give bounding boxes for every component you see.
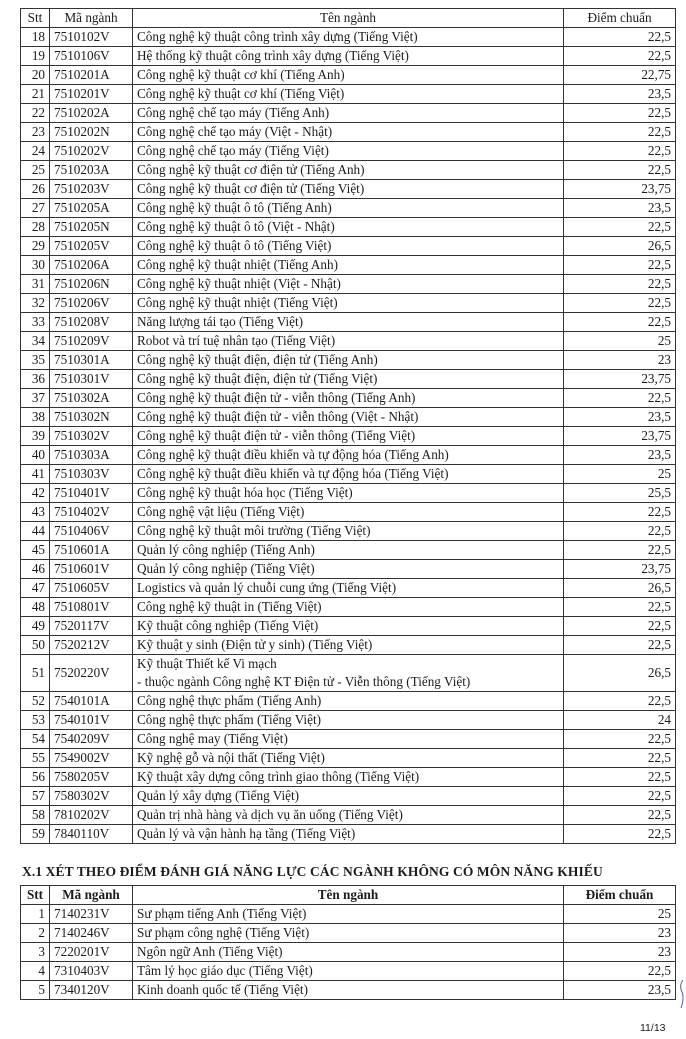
table-row bbox=[21, 66, 676, 85]
row-code: 7510206A bbox=[50, 256, 133, 275]
cutoff-scores-table bbox=[20, 8, 676, 844]
table-row bbox=[21, 924, 676, 943]
table-row bbox=[21, 943, 676, 962]
table-row bbox=[21, 806, 676, 825]
row-stt: 26 bbox=[21, 180, 50, 199]
table-row bbox=[21, 28, 676, 47]
table-row bbox=[21, 617, 676, 636]
handwritten-margin-mark bbox=[679, 978, 685, 1012]
row-stt: 22 bbox=[21, 104, 50, 123]
table-row bbox=[21, 142, 676, 161]
header-score: Điểm chuẩn bbox=[564, 9, 676, 28]
row-code: 7220201V bbox=[50, 943, 133, 962]
row-stt: 54 bbox=[21, 730, 50, 749]
table-row bbox=[21, 199, 676, 218]
row-code: 7540101A bbox=[50, 692, 133, 711]
row-name: Kỹ thuật y sinh (Điện tử y sinh) (Tiếng Việt) bbox=[133, 636, 564, 655]
row-code: 7140231V bbox=[50, 905, 133, 924]
row-score: 25 bbox=[564, 332, 676, 351]
row-name: Công nghệ kỹ thuật hóa học (Tiếng Việt) bbox=[133, 484, 564, 503]
row-code: 7140246V bbox=[50, 924, 133, 943]
row-stt: 45 bbox=[21, 541, 50, 560]
row-code: 7340120V bbox=[50, 981, 133, 1000]
row-stt: 28 bbox=[21, 218, 50, 237]
row-stt: 29 bbox=[21, 237, 50, 256]
row-code: 7510301V bbox=[50, 370, 133, 389]
row-name: Công nghệ chế tạo máy (Tiếng Việt) bbox=[133, 142, 564, 161]
row-stt: 5 bbox=[21, 981, 50, 1000]
header-stt: Stt bbox=[21, 9, 50, 28]
row-score: 22,5 bbox=[564, 218, 676, 237]
row-code: 7540209V bbox=[50, 730, 133, 749]
table-row bbox=[21, 503, 676, 522]
row-stt: 55 bbox=[21, 749, 50, 768]
table-body-row51 bbox=[21, 655, 676, 692]
row-code: 7520220V bbox=[50, 655, 133, 692]
row-stt: 43 bbox=[21, 503, 50, 522]
row-stt: 36 bbox=[21, 370, 50, 389]
row-stt: 34 bbox=[21, 332, 50, 351]
row-stt: 51 bbox=[21, 655, 50, 692]
table-body bbox=[21, 28, 676, 655]
row-code: 7510303V bbox=[50, 465, 133, 484]
table-row bbox=[21, 180, 676, 199]
row-score: 22,5 bbox=[564, 617, 676, 636]
row-name: Năng lượng tái tạo (Tiếng Việt) bbox=[133, 313, 564, 332]
table-row bbox=[21, 370, 676, 389]
row-score: 23,75 bbox=[564, 180, 676, 199]
row-score: 22,5 bbox=[564, 522, 676, 541]
row-score: 24 bbox=[564, 711, 676, 730]
row-stt: 3 bbox=[21, 943, 50, 962]
table-row bbox=[21, 598, 676, 617]
table-row bbox=[21, 294, 676, 313]
row-name: Quản trị nhà hàng và dịch vụ ăn uống (Tiếng Việt) bbox=[133, 806, 564, 825]
row-code: 7510605V bbox=[50, 579, 133, 598]
header-name: Tên ngành bbox=[133, 9, 564, 28]
row-name: Công nghệ kỹ thuật cơ điện tử (Tiếng Việt) bbox=[133, 180, 564, 199]
row-score: 23,5 bbox=[564, 981, 676, 1000]
row-code: 7510302N bbox=[50, 408, 133, 427]
row-score: 26,5 bbox=[564, 655, 676, 692]
table-row bbox=[21, 123, 676, 142]
row-name: Sư phạm tiếng Anh (Tiếng Việt) bbox=[133, 905, 564, 924]
row-name: Quản lý công nghiệp (Tiếng Anh) bbox=[133, 541, 564, 560]
row-code: 7310403V bbox=[50, 962, 133, 981]
row-name: Công nghệ kỹ thuật cơ điện tử (Tiếng Anh) bbox=[133, 161, 564, 180]
header-code: Mã ngành bbox=[50, 9, 133, 28]
row-score: 23 bbox=[564, 351, 676, 370]
row-stt: 31 bbox=[21, 275, 50, 294]
header-code: Mã ngành bbox=[50, 886, 133, 905]
row-score: 26,5 bbox=[564, 237, 676, 256]
row-name: Công nghệ thực phẩm (Tiếng Việt) bbox=[133, 711, 564, 730]
table-header-row bbox=[21, 886, 676, 905]
row-score: 22,5 bbox=[564, 275, 676, 294]
row-score: 22,5 bbox=[564, 313, 676, 332]
row-code: 7510601V bbox=[50, 560, 133, 579]
row-stt: 27 bbox=[21, 199, 50, 218]
table-row bbox=[21, 332, 676, 351]
table-row bbox=[21, 465, 676, 484]
row-code: 7510402V bbox=[50, 503, 133, 522]
table-row bbox=[21, 484, 676, 503]
header-name: Tên ngành bbox=[133, 886, 564, 905]
row-name: Robot và trí tuệ nhân tạo (Tiếng Việt) bbox=[133, 332, 564, 351]
row-name: Công nghệ kỹ thuật công trình xây dựng (Tiếng Việt) bbox=[133, 28, 564, 47]
table-row bbox=[21, 768, 676, 787]
row-code: 7840110V bbox=[50, 825, 133, 844]
row-name: Tâm lý học giáo dục (Tiếng Việt) bbox=[133, 962, 564, 981]
table-row bbox=[21, 579, 676, 598]
row-name: Ngôn ngữ Anh (Tiếng Việt) bbox=[133, 943, 564, 962]
table-row bbox=[21, 85, 676, 104]
row-score: 22,5 bbox=[564, 768, 676, 787]
row-score: 22,5 bbox=[564, 636, 676, 655]
row-code: 7510601A bbox=[50, 541, 133, 560]
row-code: 7510205A bbox=[50, 199, 133, 218]
table-row bbox=[21, 787, 676, 806]
row-code: 7580205V bbox=[50, 768, 133, 787]
row-score: 22,75 bbox=[564, 66, 676, 85]
row-name: Công nghệ kỹ thuật cơ khí (Tiếng Việt) bbox=[133, 85, 564, 104]
row-score: 22,5 bbox=[564, 541, 676, 560]
row-code: 7510302V bbox=[50, 427, 133, 446]
table-row bbox=[21, 711, 676, 730]
row-stt: 47 bbox=[21, 579, 50, 598]
table-body bbox=[21, 692, 676, 844]
row-code: 7510301A bbox=[50, 351, 133, 370]
row-score: 23,75 bbox=[564, 560, 676, 579]
row-name: Công nghệ may (Tiếng Việt) bbox=[133, 730, 564, 749]
table-row bbox=[21, 560, 676, 579]
row-stt: 33 bbox=[21, 313, 50, 332]
row-name: Hệ thống kỹ thuật công trình xây dựng (Tiếng Việt) bbox=[133, 47, 564, 66]
row-score: 26,5 bbox=[564, 579, 676, 598]
table-row bbox=[21, 313, 676, 332]
row-name: Công nghệ kỹ thuật ô tô (Tiếng Anh) bbox=[133, 199, 564, 218]
row-name: Công nghệ kỹ thuật ô tô (Tiếng Việt) bbox=[133, 237, 564, 256]
row-stt: 56 bbox=[21, 768, 50, 787]
row-score: 22,5 bbox=[564, 294, 676, 313]
table-body bbox=[21, 905, 676, 1000]
row-score: 23,75 bbox=[564, 370, 676, 389]
table-row bbox=[21, 408, 676, 427]
row-score: 23,75 bbox=[564, 427, 676, 446]
row-name: Công nghệ kỹ thuật điện, điện tử (Tiếng Việt) bbox=[133, 370, 564, 389]
row-score: 22,5 bbox=[564, 730, 676, 749]
table-row bbox=[21, 825, 676, 844]
row-code: 7510203A bbox=[50, 161, 133, 180]
row-score: 23,5 bbox=[564, 199, 676, 218]
row-score: 22,5 bbox=[564, 123, 676, 142]
row-score: 22,5 bbox=[564, 503, 676, 522]
row-name: Công nghệ kỹ thuật điện, điện tử (Tiếng Anh) bbox=[133, 351, 564, 370]
row-code: 7510209V bbox=[50, 332, 133, 351]
table-row bbox=[21, 636, 676, 655]
row-code: 7510406V bbox=[50, 522, 133, 541]
row-name-line2: - thuộc ngành Công nghệ KT Điện tử - Viễn thông (Tiếng Việt) bbox=[137, 674, 471, 689]
row-score: 25,5 bbox=[564, 484, 676, 503]
row-score: 23 bbox=[564, 943, 676, 962]
row-stt: 49 bbox=[21, 617, 50, 636]
row-name: Sư phạm công nghệ (Tiếng Việt) bbox=[133, 924, 564, 943]
row-name: Công nghệ kỹ thuật điện tử - viễn thông (Tiếng Anh) bbox=[133, 389, 564, 408]
row-code: 7520117V bbox=[50, 617, 133, 636]
row-stt: 50 bbox=[21, 636, 50, 655]
row-stt: 24 bbox=[21, 142, 50, 161]
row-name: Công nghệ kỹ thuật nhiệt (Tiếng Anh) bbox=[133, 256, 564, 275]
row-score: 22,5 bbox=[564, 692, 676, 711]
row-code: 7810202V bbox=[50, 806, 133, 825]
row-name: Công nghệ chế tạo máy (Tiếng Anh) bbox=[133, 104, 564, 123]
row-name: Quản lý xây dựng (Tiếng Việt) bbox=[133, 787, 564, 806]
row-stt: 2 bbox=[21, 924, 50, 943]
table-row bbox=[21, 351, 676, 370]
table-row bbox=[21, 905, 676, 924]
row-stt: 4 bbox=[21, 962, 50, 981]
table-row bbox=[21, 692, 676, 711]
row-code: 7510201V bbox=[50, 85, 133, 104]
row-name bbox=[133, 655, 564, 692]
row-score: 22,5 bbox=[564, 749, 676, 768]
row-name: Kỹ thuật công nghiệp (Tiếng Việt) bbox=[133, 617, 564, 636]
row-score: 25 bbox=[564, 465, 676, 484]
table-row bbox=[21, 981, 676, 1000]
table-row bbox=[21, 389, 676, 408]
row-name: Công nghệ chế tạo máy (Việt - Nhật) bbox=[133, 123, 564, 142]
row-code: 7520212V bbox=[50, 636, 133, 655]
row-score: 22,5 bbox=[564, 142, 676, 161]
row-stt: 39 bbox=[21, 427, 50, 446]
row-name: Quản lý công nghiệp (Tiếng Việt) bbox=[133, 560, 564, 579]
row-code: 7510202A bbox=[50, 104, 133, 123]
table-row bbox=[21, 161, 676, 180]
row-stt: 19 bbox=[21, 47, 50, 66]
row-score: 23,5 bbox=[564, 446, 676, 465]
table-row bbox=[21, 256, 676, 275]
table-row bbox=[21, 522, 676, 541]
row-name: Logistics và quản lý chuỗi cung ứng (Tiếng Việt) bbox=[133, 579, 564, 598]
row-name: Công nghệ thực phẩm (Tiếng Anh) bbox=[133, 692, 564, 711]
row-stt: 38 bbox=[21, 408, 50, 427]
row-score: 22,5 bbox=[564, 806, 676, 825]
section-heading: X.1 XÉT THEO ĐIỂM ĐÁNH GIÁ NĂNG LỰC CÁC NGÀNH KHÔNG CÓ MÔN NĂNG KHIẾU bbox=[22, 864, 603, 879]
row-name: Công nghệ kỹ thuật nhiệt (Việt - Nhật) bbox=[133, 275, 564, 294]
row-stt: 44 bbox=[21, 522, 50, 541]
table-row bbox=[21, 275, 676, 294]
row-name: Công nghệ kỹ thuật cơ khí (Tiếng Anh) bbox=[133, 66, 564, 85]
row-name-line1: Kỹ thuật Thiết kế Vi mạch bbox=[137, 656, 277, 671]
row-code: 7510106V bbox=[50, 47, 133, 66]
row-name: Công nghệ kỹ thuật môi trường (Tiếng Việt) bbox=[133, 522, 564, 541]
table-header-row bbox=[21, 9, 676, 28]
table-row bbox=[21, 655, 676, 692]
header-stt: Stt bbox=[21, 886, 50, 905]
row-stt: 18 bbox=[21, 28, 50, 47]
row-name: Kỹ thuật xây dựng công trình giao thông (Tiếng Việt) bbox=[133, 768, 564, 787]
table-row bbox=[21, 541, 676, 560]
row-code: 7540101V bbox=[50, 711, 133, 730]
row-code: 7510206V bbox=[50, 294, 133, 313]
row-stt: 30 bbox=[21, 256, 50, 275]
row-code: 7510202V bbox=[50, 142, 133, 161]
row-score: 22,5 bbox=[564, 389, 676, 408]
row-stt: 46 bbox=[21, 560, 50, 579]
row-stt: 21 bbox=[21, 85, 50, 104]
row-score: 22,5 bbox=[564, 104, 676, 123]
row-stt: 23 bbox=[21, 123, 50, 142]
table-row bbox=[21, 427, 676, 446]
row-stt: 59 bbox=[21, 825, 50, 844]
table-row bbox=[21, 218, 676, 237]
row-stt: 25 bbox=[21, 161, 50, 180]
row-stt: 41 bbox=[21, 465, 50, 484]
table-row bbox=[21, 962, 676, 981]
row-code: 7580302V bbox=[50, 787, 133, 806]
row-stt: 48 bbox=[21, 598, 50, 617]
row-name: Kỹ nghệ gỗ và nội thất (Tiếng Việt) bbox=[133, 749, 564, 768]
row-code: 7510302A bbox=[50, 389, 133, 408]
table-row bbox=[21, 104, 676, 123]
row-name: Công nghệ kỹ thuật điều khiển và tự động hóa (Tiếng Anh) bbox=[133, 446, 564, 465]
row-name: Công nghệ kỹ thuật điều khiển và tự động hóa (Tiếng Việt) bbox=[133, 465, 564, 484]
row-code: 7510208V bbox=[50, 313, 133, 332]
table-row bbox=[21, 730, 676, 749]
row-stt: 20 bbox=[21, 66, 50, 85]
row-score: 22,5 bbox=[564, 28, 676, 47]
row-stt: 37 bbox=[21, 389, 50, 408]
table-row bbox=[21, 47, 676, 66]
row-code: 7510102V bbox=[50, 28, 133, 47]
row-name: Công nghệ vật liệu (Tiếng Việt) bbox=[133, 503, 564, 522]
row-score: 22,5 bbox=[564, 161, 676, 180]
row-stt: 58 bbox=[21, 806, 50, 825]
row-name: Quản lý và vận hành hạ tầng (Tiếng Việt) bbox=[133, 825, 564, 844]
row-code: 7510202N bbox=[50, 123, 133, 142]
row-stt: 40 bbox=[21, 446, 50, 465]
row-name: Công nghệ kỹ thuật nhiệt (Tiếng Việt) bbox=[133, 294, 564, 313]
row-stt: 52 bbox=[21, 692, 50, 711]
row-code: 7510201A bbox=[50, 66, 133, 85]
row-score: 23,5 bbox=[564, 85, 676, 104]
row-name: Công nghệ kỹ thuật ô tô (Việt - Nhật) bbox=[133, 218, 564, 237]
row-code: 7510206N bbox=[50, 275, 133, 294]
row-stt: 35 bbox=[21, 351, 50, 370]
row-score: 22,5 bbox=[564, 825, 676, 844]
row-stt: 42 bbox=[21, 484, 50, 503]
row-score: 22,5 bbox=[564, 598, 676, 617]
row-code: 7510205V bbox=[50, 237, 133, 256]
table-row bbox=[21, 749, 676, 768]
row-score: 23,5 bbox=[564, 408, 676, 427]
row-score: 23 bbox=[564, 924, 676, 943]
aptitude-scores-table bbox=[20, 885, 676, 1000]
row-score: 22,5 bbox=[564, 256, 676, 275]
row-stt: 53 bbox=[21, 711, 50, 730]
row-name: Kinh doanh quốc tế (Tiếng Việt) bbox=[133, 981, 564, 1000]
row-stt: 1 bbox=[21, 905, 50, 924]
row-code: 7510401V bbox=[50, 484, 133, 503]
row-score: 25 bbox=[564, 905, 676, 924]
table-row bbox=[21, 446, 676, 465]
row-stt: 57 bbox=[21, 787, 50, 806]
row-name: Công nghệ kỹ thuật điện tử - viễn thông (Tiếng Việt) bbox=[133, 427, 564, 446]
header-score: Điểm chuẩn bbox=[564, 886, 676, 905]
row-name: Công nghệ kỹ thuật điện tử - viễn thông (Việt - Nhật) bbox=[133, 408, 564, 427]
row-stt: 32 bbox=[21, 294, 50, 313]
row-code: 7510303A bbox=[50, 446, 133, 465]
row-code: 7510205N bbox=[50, 218, 133, 237]
row-code: 7549002V bbox=[50, 749, 133, 768]
row-name: Công nghệ kỹ thuật in (Tiếng Việt) bbox=[133, 598, 564, 617]
page-number: 11/13 bbox=[640, 1022, 666, 1034]
table-row bbox=[21, 237, 676, 256]
row-score: 22,5 bbox=[564, 962, 676, 981]
row-score: 22,5 bbox=[564, 47, 676, 66]
row-code: 7510203V bbox=[50, 180, 133, 199]
row-code: 7510801V bbox=[50, 598, 133, 617]
row-score: 22,5 bbox=[564, 787, 676, 806]
